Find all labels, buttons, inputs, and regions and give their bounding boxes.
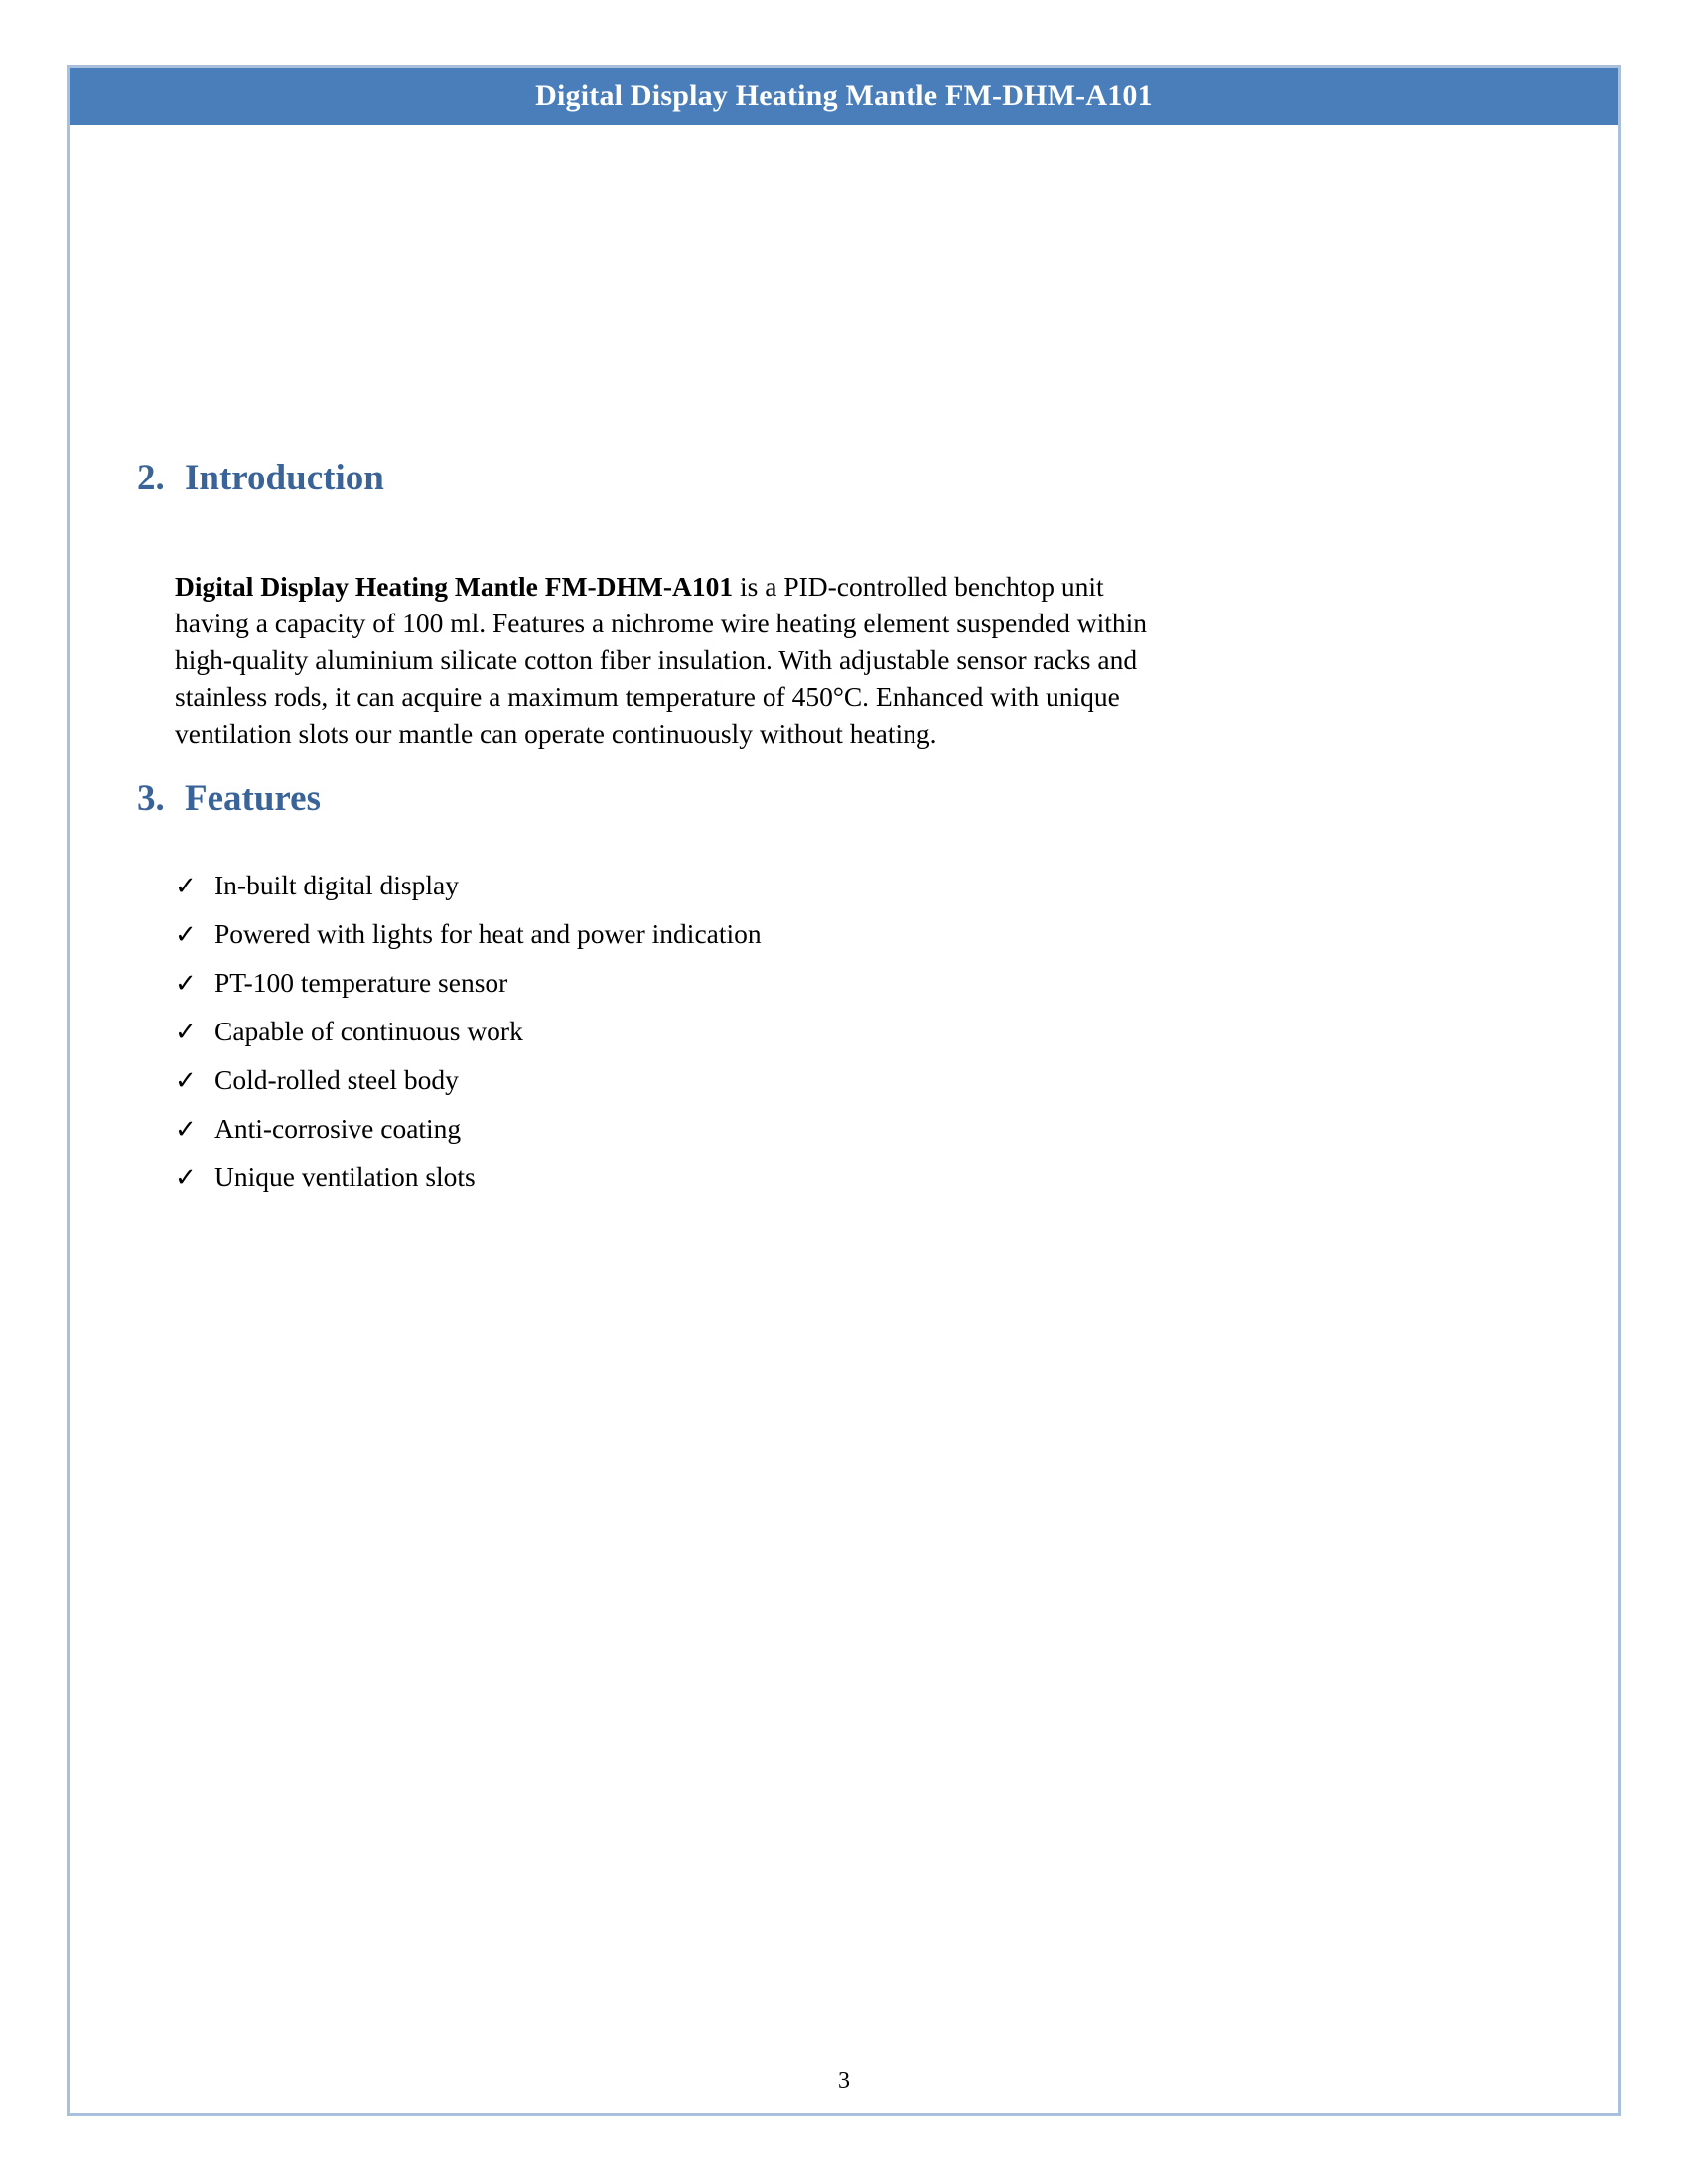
introduction-paragraph-lead: Digital Display Heating Mantle FM-DHM-A101	[175, 570, 734, 602]
list-item	[175, 1014, 1267, 1049]
list-item	[175, 1062, 1267, 1098]
checkmark-icon: ✓	[175, 1066, 197, 1096]
section-number-introduction: 2.	[137, 458, 165, 498]
checkmark-icon: ✓	[175, 920, 197, 950]
list-item	[175, 965, 1267, 1001]
list-item	[175, 1111, 1267, 1147]
list-item-label: Anti-corrosive coating	[214, 1113, 462, 1144]
list-item	[175, 1160, 1267, 1195]
document-title-banner	[70, 68, 1618, 125]
checkmark-icon: ✓	[175, 1018, 197, 1047]
page-frame	[67, 65, 1621, 2116]
list-item-label: In-built digital display	[214, 870, 459, 900]
document-title: Digital Display Heating Mantle FM-DHM-A101	[535, 79, 1153, 112]
page-number: 3	[838, 2068, 850, 2094]
page-content	[70, 125, 1618, 2116]
list-item-label: Unique ventilation slots	[214, 1161, 476, 1192]
list-item-label: PT-100 temperature sensor	[214, 967, 508, 998]
introduction-paragraph	[175, 568, 1170, 751]
section-title-introduction: Introduction	[185, 458, 384, 498]
section-number-features: 3.	[137, 778, 165, 819]
section-heading-introduction	[137, 457, 384, 499]
checkmark-icon: ✓	[175, 1115, 197, 1145]
features-list	[175, 868, 1267, 1208]
list-item-label: Cold-rolled steel body	[214, 1064, 459, 1095]
list-item-label: Powered with lights for heat and power indication	[214, 918, 762, 949]
list-item	[175, 868, 1267, 903]
checkmark-icon: ✓	[175, 969, 197, 999]
section-heading-features	[137, 777, 321, 820]
list-item-label: Capable of continuous work	[214, 1016, 523, 1046]
checkmark-icon: ✓	[175, 1163, 197, 1193]
section-title-features: Features	[185, 778, 321, 819]
introduction-paragraph-body: is a PID-controlled benchtop unit having a capacity of 100 ml. Features a nichrome wire heating element suspended within high-quality aluminium silicate cotton fiber insulation. With adjustable sensor racks and stainless rods, it can acquire a maximum temperature of 450°C. Enhanced with unique ventilation slots our mantle can operate continuously without heating.	[175, 570, 1148, 749]
list-item	[175, 916, 1267, 952]
checkmark-icon: ✓	[175, 872, 197, 901]
